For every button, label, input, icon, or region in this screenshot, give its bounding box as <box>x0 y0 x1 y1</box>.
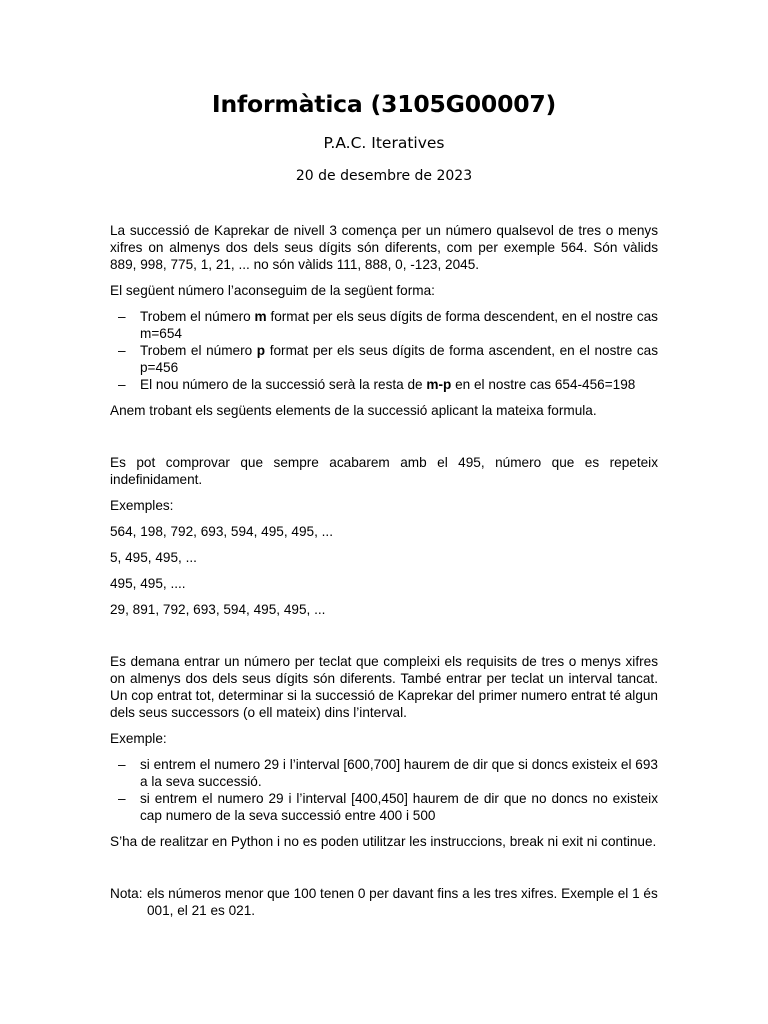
task-constraints-paragraph: S’ha de realitzar en Python i no es poden utilitzar les instruccions, break ni exit ni continue. <box>110 834 657 849</box>
dash-bullet: – <box>118 377 126 392</box>
list-item: – si entrem el numero 29 i l’interval [600,700] haurem de dir que si doncs existeix el 693 a la seva successió. <box>118 757 658 789</box>
document-date: 20 de desembre de 2023 <box>295 168 473 184</box>
intro-paragraph: La successió de Kaprekar de nivell 3 comença per un número qualsevol de tres o menys xifres on almenys dos dels seus dígits són diferents, com per exemple 564. Són vàlids 889, 998, 775, 1, 21, ... no són vàlids 111, 888, 0, -123, 2045. <box>110 223 658 272</box>
list-item: – si entrem el numero 29 i l’interval [400,450] haurem de dir que no doncs no existeix cap numero de la seva successió entre 400 i 500 <box>118 791 658 823</box>
list-item: – Trobem el número p format per els seus dígits de forma ascendent, en el nostre cas p=456 <box>118 343 658 375</box>
list-item: – Trobem el número m format per els seus dígits de forma descendent, en el nostre cas m=654 <box>118 309 658 341</box>
method-steps-list <box>110 308 658 393</box>
note-text: els números menor que 100 tenen 0 per davant fins a les tres xifres. Exemple el 1 és 001, el 21 es 021. <box>147 886 658 918</box>
dash-bullet: – <box>118 757 126 772</box>
document-subtitle: P.A.C. Iteratives <box>323 134 445 152</box>
dash-bullet: – <box>118 791 126 806</box>
note-label: Nota: <box>110 886 143 901</box>
task-paragraph: Es demana entrar un número per teclat que compleixi els requisits de tres o menys xifres on almenys dos dels seus dígits són diferents. També entrar per teclat un interval tancat. Un cop entrat tot, determinar si la successió de Kaprekar del primer numero entrat té algun dels seus successors (o ell mateix) dins l’interval. <box>110 654 658 720</box>
example-sequence-line: 5, 495, 495, ... <box>110 550 197 565</box>
intro-closing-paragraph: Anem trobant els següents elements de la successió aplicant la mateixa formula. <box>110 403 597 418</box>
dash-bullet: – <box>118 309 126 324</box>
intro-method-paragraph: El següent número l’aconseguim de la següent forma: <box>110 283 435 298</box>
example-sequence-line: 29, 891, 792, 693, 594, 495, 495, ... <box>110 602 326 617</box>
note-block <box>110 885 658 919</box>
task-example-label: Exemple: <box>110 731 167 746</box>
example-sequence-line: 564, 198, 792, 693, 594, 495, 495, ... <box>110 524 333 539</box>
examples-label: Exemples: <box>110 498 174 513</box>
dash-bullet: – <box>118 343 126 358</box>
document-body <box>110 222 658 919</box>
document-title: Informàtica (3105G00007) <box>211 90 557 118</box>
examples-paragraph: Es pot comprovar que sempre acabarem amb el 495, número que es repeteix indefinidament. <box>110 455 658 487</box>
list-item: – El nou número de la successió serà la resta de m-p en el nostre cas 654-456=198 <box>118 377 636 392</box>
task-examples-list <box>110 756 658 824</box>
example-sequence-line: 495, 495, .... <box>110 576 186 591</box>
